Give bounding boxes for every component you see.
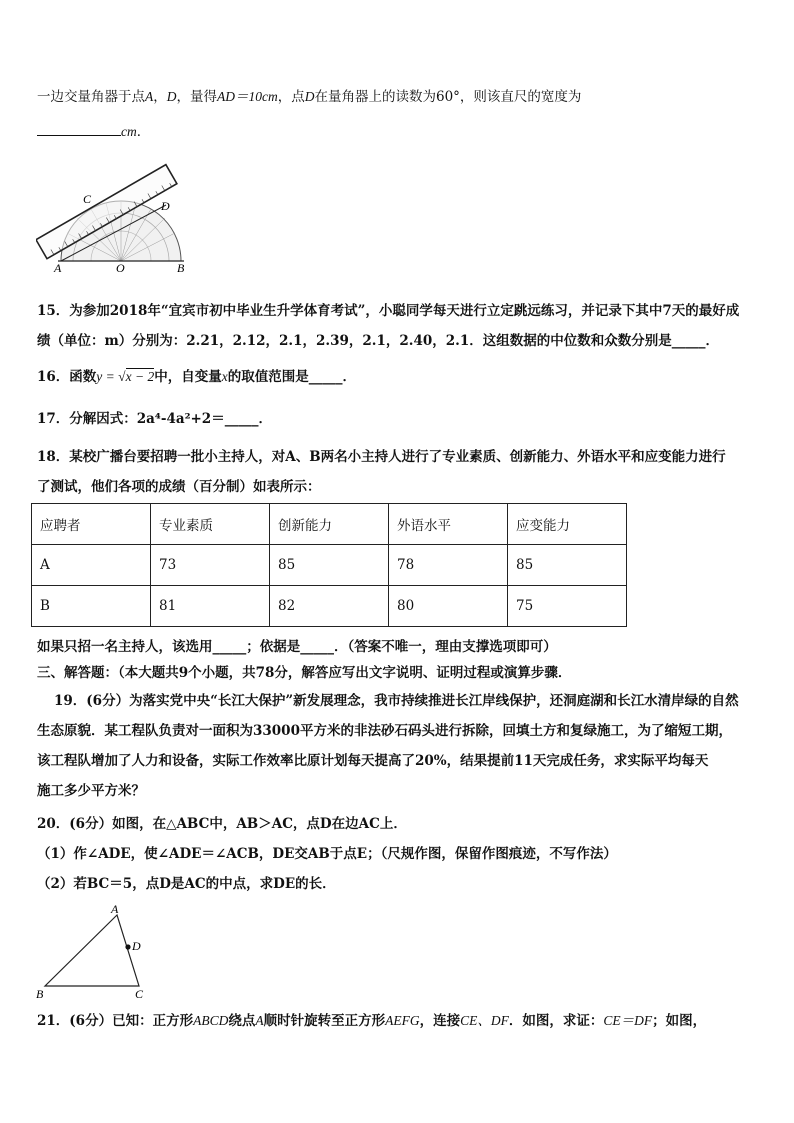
scores-table xyxy=(31,503,627,627)
q19-line3: 该工程队增加了人力和设备，实际工作效率比原计划每天提高了20%，结果提前11天完成任务，求实际平均每天 xyxy=(37,753,709,769)
table-cell: 80 xyxy=(389,586,508,627)
triangle-abc xyxy=(45,915,139,986)
fig2-label-d: D xyxy=(132,939,141,953)
q16-formula: y = √x − 2 xyxy=(96,369,155,384)
q21-mid2: 顺时针旋转至正方形 xyxy=(263,1013,386,1029)
q17-line: 17．分解因式：2a⁴-4a²+2＝_____． xyxy=(37,411,272,427)
table-row xyxy=(32,586,627,627)
q20-line2: （1）作∠ADE，使∠ADE＝∠ACB，DE交AB于点E；（尺规作图，保留作图痕迹，不写作法） xyxy=(37,846,617,862)
q16-suffix: 的取值范围是_____． xyxy=(227,369,356,385)
ruler-protractor-figure xyxy=(36,158,196,278)
triangle-figure xyxy=(33,900,158,1005)
table-cell: 73 xyxy=(151,545,270,586)
q21-mid4: ．如图，求证： xyxy=(508,1013,604,1029)
table-header-cell: 应聘者 xyxy=(32,504,151,545)
q21-equation: CE＝DF xyxy=(603,1013,653,1028)
table-cell: 81 xyxy=(151,586,270,627)
q15-line1: 15．为参加2018年“宜宾市初中毕业生升学体育考试”，小聪同学每天进行立定跳远练习，并记录下其中7天的最好成 xyxy=(37,303,740,319)
table-cell: B xyxy=(32,586,151,627)
q15-line2: 绩（单位：m）分别为：2.21，2.12，2.1，2.39，2.1，2.40，2.1．这组数据的中位数和众数分别是_____． xyxy=(37,333,720,349)
table-header-cell: 应变能力 xyxy=(508,504,627,545)
q18-line1: 18．某校广播台要招聘一批小主持人，对A、B两名小主持人进行了专业素质、创新能力、外语水平和应变能力进行 xyxy=(37,449,726,465)
q16-var: x xyxy=(221,369,228,384)
q21-suffix: ；如图， xyxy=(652,1013,707,1029)
q19-line1: 19．(6分）为落实党中央“长江大保护”新发展理念，我市持续推进长江岸线保护，还洞庭湖和长江水清岸绿的自然 xyxy=(54,693,739,709)
q14-line1 xyxy=(37,88,581,106)
q14-point-d2: D xyxy=(304,89,315,104)
q14-end: ． xyxy=(136,124,151,140)
q14-point-d: D xyxy=(166,89,177,104)
q21-mid3: ，连接 xyxy=(419,1013,461,1029)
q16-formula-eq: = xyxy=(102,369,119,384)
table-header-cell: 创新能力 xyxy=(270,504,389,545)
table-header-cell: 外语水平 xyxy=(389,504,508,545)
q14-text-d: 在量角器上的读数为60°，则该直尺的宽度为 xyxy=(314,89,582,105)
fig1-label-b: B xyxy=(177,261,185,275)
q18-line2: 了测试，他们各项的成绩（百分制）如表所示： xyxy=(37,479,321,495)
table-cell: 85 xyxy=(270,545,389,586)
q14-line2 xyxy=(37,123,150,141)
q16-formula-radicand: x − 2 xyxy=(125,369,155,384)
fig2-label-c: C xyxy=(135,987,144,1001)
q14-answer-blank[interactable] xyxy=(37,123,121,136)
q21-mid1: 绕点 xyxy=(228,1013,256,1029)
q18-after: 如果只招一名主持人，该选用_____；依据是_____．（答案不唯一，理由支撑选项即可） xyxy=(37,639,557,655)
q21-prefix: 21．(6分）已知：正方形 xyxy=(37,1013,194,1029)
table-cell: 78 xyxy=(389,545,508,586)
q14-text-b: ，量得 xyxy=(176,89,217,105)
q16-prefix: 16．函数 xyxy=(37,369,97,385)
table-cell: 82 xyxy=(270,586,389,627)
table-cell: A xyxy=(32,545,151,586)
q21-square-abcd: ABCD xyxy=(193,1013,229,1028)
q16-mid: 中，自变量 xyxy=(154,369,222,385)
q14-unit: cm xyxy=(121,124,137,139)
q16-formula-y: y xyxy=(96,369,103,384)
table-header-cell: 专业素质 xyxy=(151,504,270,545)
q20-line3: （2）若BC＝5，点D是AC的中点，求DE的长． xyxy=(37,876,336,892)
fig1-label-c: C xyxy=(83,192,92,206)
q19-line4: 施工多少平方米？ xyxy=(37,783,145,799)
q21-square-aefg: AEFG xyxy=(385,1013,420,1028)
q19-line2: 生态原貌．某工程队负责对一面积为33000平方米的非法砂石码头进行拆除，回填土方和复绿施工，为了缩短工期， xyxy=(37,723,732,739)
q21-point-a: A xyxy=(255,1013,264,1028)
q21-line xyxy=(37,1012,706,1030)
fig1-label-a: A xyxy=(54,261,62,275)
point-d xyxy=(125,944,130,949)
q14-sep: ， xyxy=(153,89,167,105)
section3-heading: 三、解答题：（本大题共9个小题，共78分，解答应写出文字说明、证明过程或演算步骤． xyxy=(37,665,572,681)
q14-point-a: A xyxy=(145,89,154,104)
q14-text-a: 一边交量角器于点 xyxy=(37,89,145,105)
q14-ad-expr: AD＝10cm xyxy=(217,89,278,104)
fig2-label-a: A xyxy=(111,902,119,916)
q21-segments: CE、DF xyxy=(460,1013,509,1028)
table-row xyxy=(32,545,627,586)
fig2-label-b: B xyxy=(36,987,44,1001)
table-cell: 85 xyxy=(508,545,627,586)
fig1-label-o: O xyxy=(116,261,125,275)
table-header-row xyxy=(32,504,627,545)
q14-text-c: ，点 xyxy=(277,89,305,105)
fig1-label-d: D xyxy=(161,199,170,213)
q20-line1: 20．(6分）如图，在△ABC中，AB＞AC，点D在边AC上． xyxy=(37,816,407,832)
q16-line xyxy=(37,368,356,386)
table-cell: 75 xyxy=(508,586,627,627)
